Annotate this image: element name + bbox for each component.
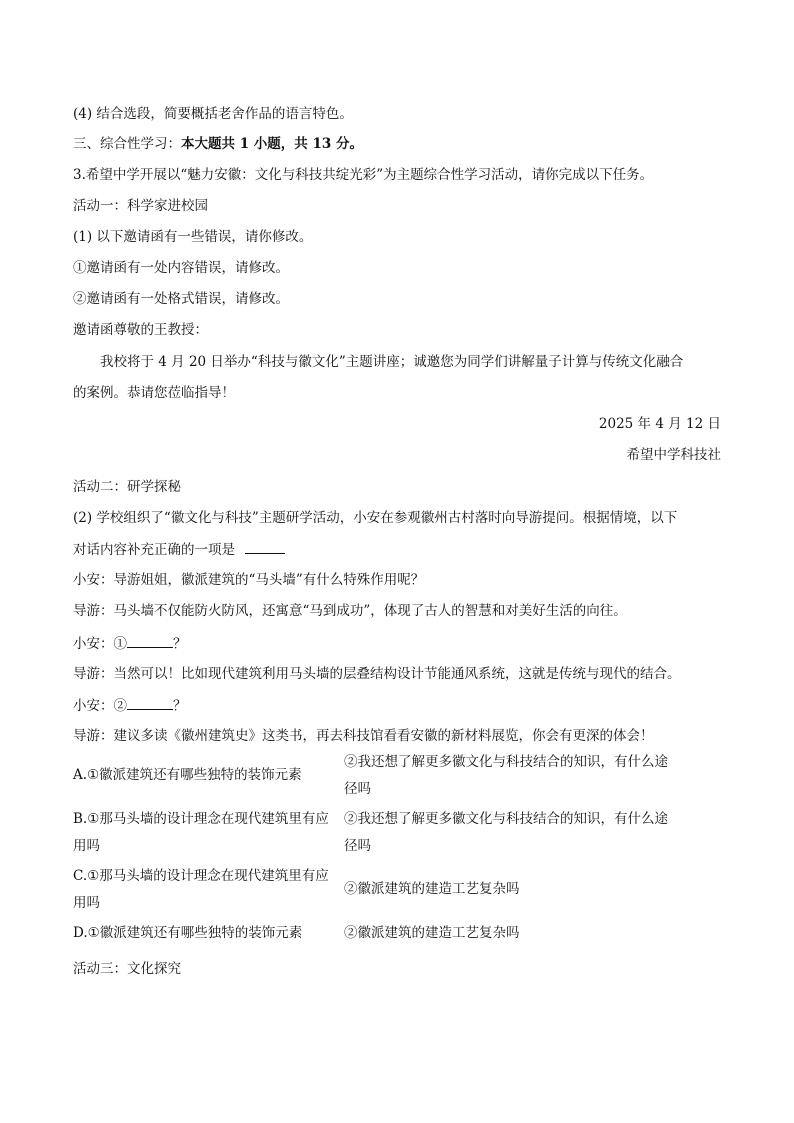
letter-greeting: 邀请函尊敬的王教授： — [73, 322, 208, 338]
section-3-score: 本大题共 1 小题，共 13 分。 — [181, 136, 363, 152]
option-b-part-1-line-2: 用吗 — [73, 838, 100, 854]
subquestion-1b: ②邀请函有一处格式错误，请修改。 — [73, 291, 289, 307]
dialog-line-3 — [73, 633, 187, 654]
letter-signer: 希望中学科技社 — [626, 447, 721, 463]
dialog-line-2: 导游：马头墙不仅能防火防风，还寓意“马到成功”，体现了古人的智慧和对美好生活的向往。 — [73, 603, 627, 619]
option-c-part-1-line-1[interactable]: C.①那马头墙的设计理念在现代建筑里有应 — [73, 868, 329, 884]
option-a-part-2-line-2: 径吗 — [344, 781, 371, 797]
letter-body-line-2: 的案例。恭请您莅临指导！ — [73, 385, 235, 401]
question-3-intro: 3.希望中学开展以“魅力安徽：文化与科技共绽光彩”为主题综合性学习活动，请你完成以下任务。 — [73, 167, 654, 183]
question-4: (4) 结合选段，简要概括老舍作品的语言特色。 — [73, 106, 353, 122]
subquestion-1a: ①邀请函有一处内容错误，请修改。 — [73, 260, 289, 276]
subquestion-1: (1) 以下邀请函有一些错误，请你修改。 — [73, 229, 313, 245]
section-3-heading — [73, 134, 363, 154]
section-3-prefix: 三、综合性学习： — [73, 136, 181, 152]
answer-blank[interactable] — [245, 539, 285, 554]
subquestion-2-line-2 — [73, 539, 285, 560]
letter-date: 2025 年 4 月 12 日 — [598, 416, 721, 432]
option-c-part-1-line-2: 用吗 — [73, 895, 100, 911]
option-d-part-1[interactable]: D.①徽派建筑还有哪些独特的装饰元素 — [73, 925, 303, 941]
subquestion-2-text: 对话内容补充正确的一项是 — [73, 542, 235, 558]
dialog-blank-2[interactable] — [127, 695, 173, 710]
option-a-part-1[interactable]: A.①徽派建筑还有哪些独特的装饰元素 — [73, 767, 302, 783]
subquestion-2-line-1: (2) 学校组织了“徽文化与科技”主题研学活动，小安在参观徽州古村落时向导游提问。根据情境，以下 — [73, 510, 678, 526]
dialog-line-1: 小安：导游姐姐，徽派建筑的“马头墙”有什么特殊作用呢？ — [73, 572, 425, 588]
activity-3-title: 活动三：文化探究 — [73, 961, 181, 977]
option-d-part-2: ②徽派建筑的建造工艺复杂吗 — [344, 925, 520, 941]
dialog-line-5 — [73, 695, 187, 716]
dialog-blank-1[interactable] — [127, 633, 173, 648]
dialog-3-prefix: 小安：① — [73, 636, 127, 652]
option-b-part-2-line-2: 径吗 — [344, 838, 371, 854]
option-a-part-2-line-1: ②我还想了解更多徽文化与科技结合的知识，有什么途 — [344, 754, 668, 770]
dialog-5-prefix: 小安：② — [73, 698, 127, 714]
option-b-part-2-line-1: ②我还想了解更多徽文化与科技结合的知识，有什么途 — [344, 811, 668, 827]
dialog-5-suffix: ？ — [173, 698, 187, 714]
option-b-part-1-line-1[interactable]: B.①那马头墙的设计理念在现代建筑里有应 — [73, 811, 329, 827]
dialog-3-suffix: ？ — [173, 636, 187, 652]
activity-2-title: 活动二：研学探秘 — [73, 479, 181, 495]
dialog-line-4: 导游：当然可以！比如现代建筑利用马头墙的层叠结构设计节能通风系统，这就是传统与现代的结合。 — [73, 666, 681, 682]
dialog-line-6: 导游：建议多读《徽州建筑史》这类书，再去科技馆看看安徽的新材料展览，你会有更深的体会！ — [73, 728, 654, 744]
activity-1-title: 活动一：科学家进校园 — [73, 198, 208, 214]
letter-body-line-1: 我校将于 4 月 20 日举办“科技与徽文化”主题讲座；诚邀您为同学们讲解量子计算与传统文化融合 — [100, 354, 684, 370]
option-c-part-2: ②徽派建筑的建造工艺复杂吗 — [344, 881, 520, 897]
